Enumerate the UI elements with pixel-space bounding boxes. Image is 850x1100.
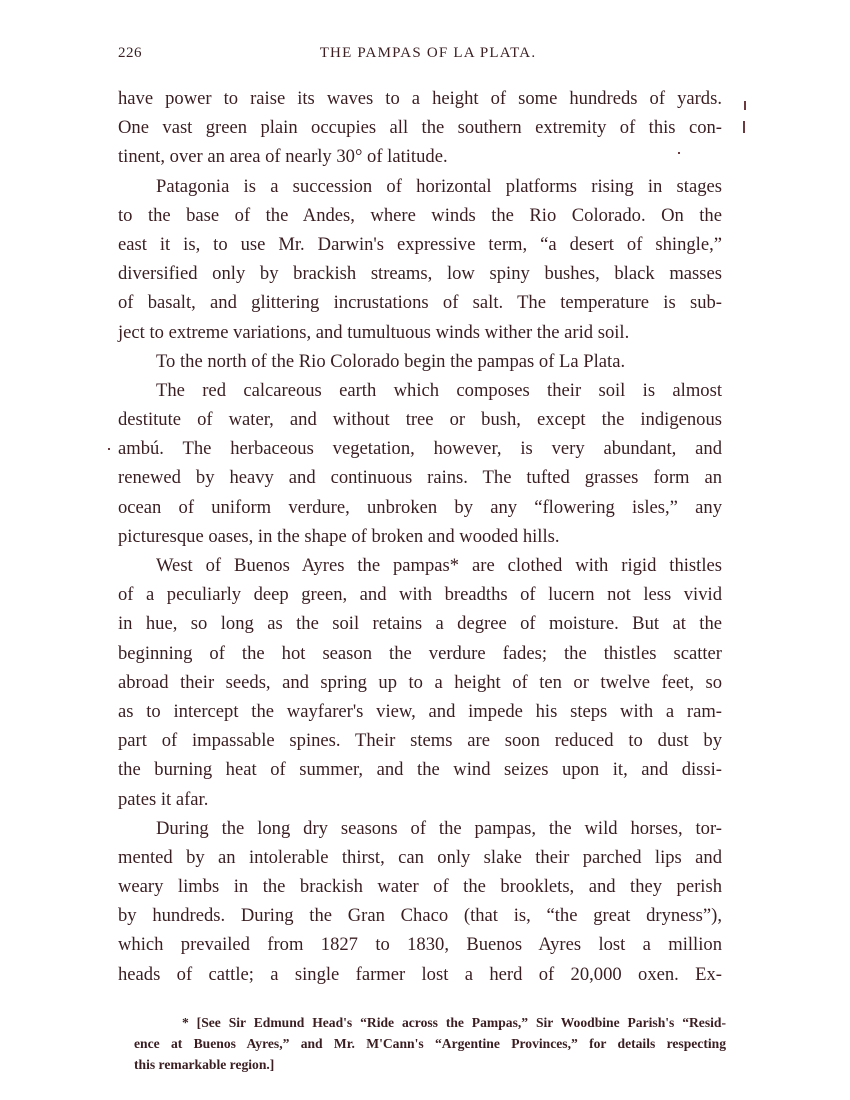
page-number: 226 (118, 45, 142, 61)
body-text (118, 84, 722, 989)
text-line: abroad their seeds, and spring up to a height of ten or twelve feet, so (118, 671, 722, 693)
text-line: ject to extreme variations, and tumultuous winds wither the arid soil. (118, 321, 630, 343)
text-line: heads of cattle; a single farmer lost a herd of 20,000 oxen. Ex- (118, 963, 722, 985)
text-line: To the north of the Rio Colorado begin the pampas of La Plata. (156, 350, 626, 372)
scan-speck (678, 152, 680, 154)
text-line: tinent, over an area of nearly 30° of latitude. (118, 146, 448, 168)
text-line: pates it afar. (118, 788, 209, 810)
scan-speck (108, 448, 110, 450)
text-line: diversified only by brackish streams, low spiny bushes, black masses (118, 263, 722, 285)
text-line: weary limbs in the brackish water of the brooklets, and they perish (118, 876, 722, 898)
text-line: part of impassable spines. Their stems are soon reduced to dust by (118, 730, 722, 752)
footnote-line: ence at Buenos Ayres,” and Mr. M'Cann's “Argentine Provinces,” for details respecting (134, 1036, 726, 1051)
text-line: of basalt, and glittering incrustations of salt. The temperature is sub- (118, 292, 722, 314)
text-line: ambú. The herbaceous vegetation, however, is very abundant, and (118, 438, 722, 460)
text-line: destitute of water, and without tree or bush, except the indigenous (118, 409, 722, 431)
text-line: as to intercept the wayfarer's view, and impede his steps with a ram- (118, 700, 722, 722)
text-line: mented by an intolerable thirst, can only slake their parched lips and (118, 846, 722, 868)
text-line: ocean of uniform verdure, unbroken by any “flowering isles,” any (118, 496, 722, 518)
text-line: picturesque oases, in the shape of broken and wooded hills. (118, 525, 560, 547)
text-line: renewed by heavy and continuous rains. The tufted grasses form an (118, 467, 722, 489)
text-line: beginning of the hot season the verdure fades; the thistles scatter (118, 642, 722, 664)
text-line: West of Buenos Ayres the pampas* are clothed with rigid thistles (156, 555, 722, 576)
running-title: THE PAMPAS OF LA PLATA. (319, 45, 537, 61)
scan-speck (744, 101, 746, 110)
text-line: Patagonia is a succession of horizontal platforms rising in stages (156, 175, 722, 197)
running-head (118, 45, 728, 69)
text-line: by hundreds. During the Gran Chaco (that is, “the great dryness”), (118, 905, 722, 927)
text-line: of a peculiarly deep green, and with breadths of lucern not less vivid (118, 584, 722, 606)
text-line: to the base of the Andes, where winds the Rio Colorado. On the (118, 204, 722, 226)
text-line: east it is, to use Mr. Darwin's expressive term, “a desert of shingle,” (118, 233, 722, 255)
footnote (134, 1012, 726, 1075)
text-line: in hue, so long as the soil retains a degree of moisture. But at the (118, 613, 722, 635)
text-line: have power to raise its waves to a height of some hundreds of yards. (118, 88, 722, 109)
footnote-line: * [See Sir Edmund Head's “Ride across the Pampas,” Sir Woodbine Parish's “Resid- (182, 1015, 726, 1030)
text-line: During the long dry seasons of the pampas, the wild horses, tor- (156, 817, 722, 839)
text-line: One vast green plain occupies all the southern extremity of this con- (118, 117, 722, 139)
text-line: The red calcareous earth which composes their soil is almost (156, 379, 722, 401)
scan-speck (743, 121, 745, 133)
text-line: which prevailed from 1827 to 1830, Buenos Ayres lost a million (118, 934, 722, 956)
text-line: the burning heat of summer, and the wind seizes upon it, and dissi- (118, 759, 722, 781)
footnote-line: this remarkable region.] (134, 1057, 275, 1072)
